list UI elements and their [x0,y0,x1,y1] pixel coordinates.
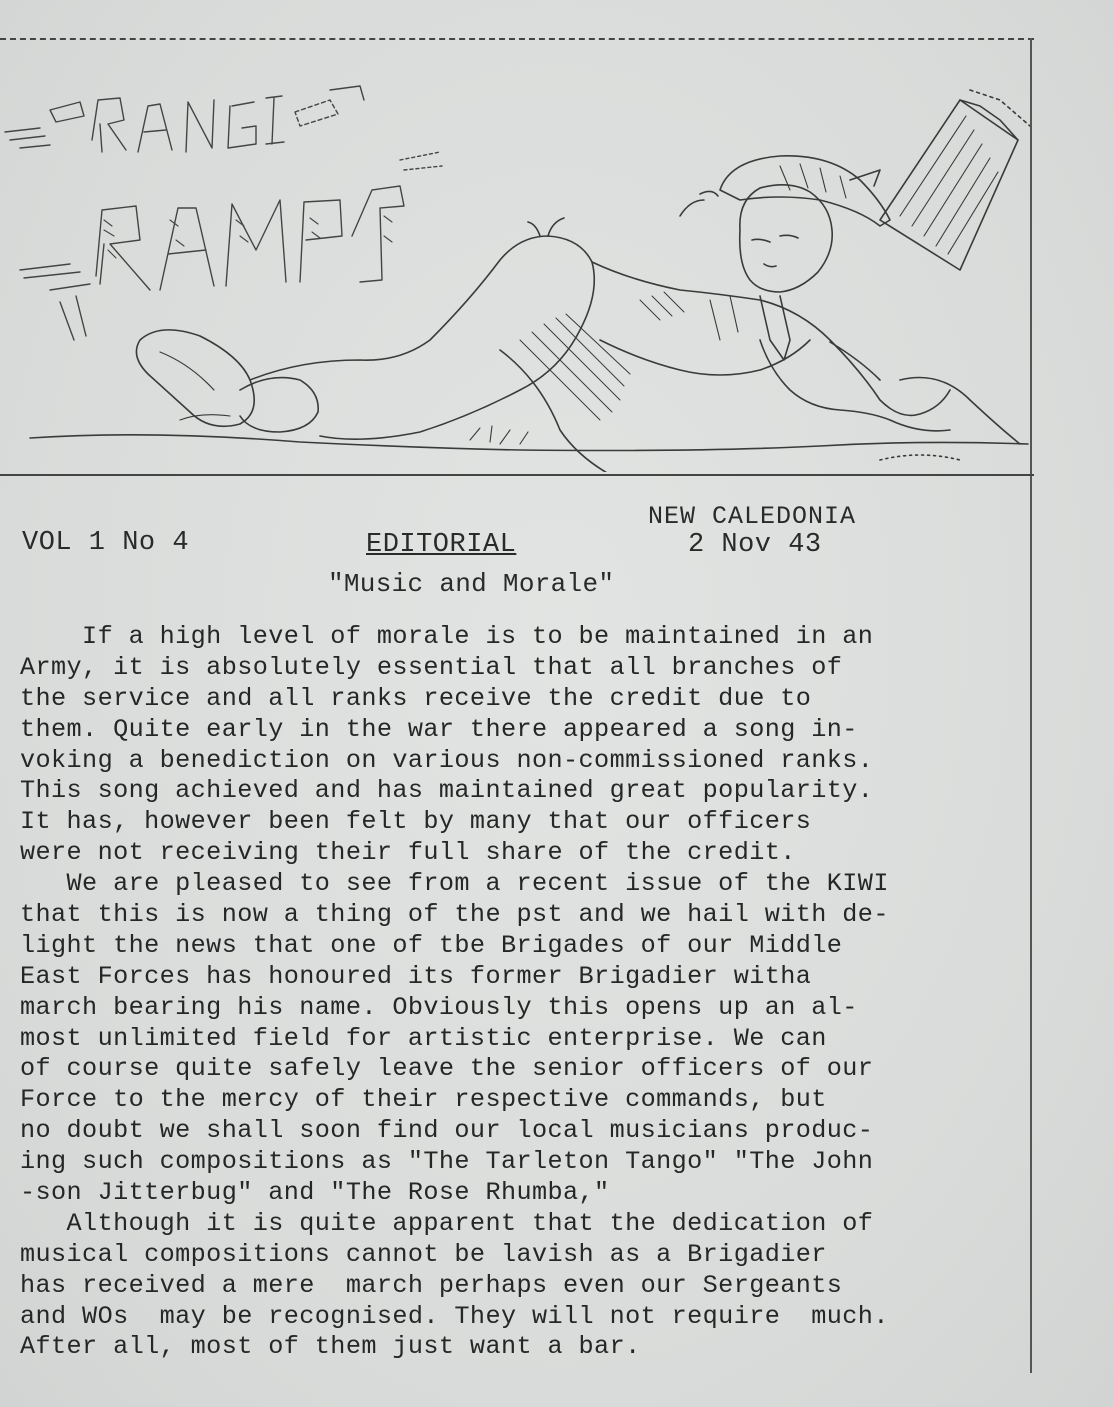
article-line: -son Jitterbug" and "The Rose Rhumba," [20,1178,610,1208]
article-line: the service and all ranks receive the credit due to [20,683,812,713]
masthead-illustration [0,40,1030,472]
volume-number: VOL 1 No 4 [22,528,190,558]
section-heading: EDITORIAL [366,530,517,560]
article-line: most unlimited field for artistic enterprise. We can [20,1023,827,1053]
article-line: Force to the mercy of their respective commands, but [20,1085,827,1115]
masthead-logo [5,86,442,340]
issue-date: 2 Nov 43 [688,530,822,560]
article-line: that this is now a thing of the pst and we hail with de- [20,900,889,930]
right-border [1030,38,1032,1373]
article-line: march bearing his name. Obviously this opens up an al- [20,992,858,1022]
article-line: has received a mere march perhaps even our Sergeants [20,1270,843,1300]
article-line: and WOs may be recognised. They will not require much. [20,1301,889,1331]
article-line: It has, however been felt by many that our officers [20,807,812,837]
article-line: voking a benediction on various non-commissioned ranks. [20,745,874,775]
article-line: We are pleased to see from a recent issue of the KIWI [20,869,889,899]
location-label: NEW CALEDONIA [648,502,857,531]
article-line: ing such compositions as "The Tarleton Tango" "The John [20,1147,874,1177]
article-line: After all, most of them just want a bar. [20,1332,641,1362]
article-line: Although it is quite apparent that the dedication of [20,1208,874,1238]
article-line: no doubt we shall soon find our local musicians produc- [20,1116,874,1146]
masthead-divider [0,474,1034,476]
article-line: of course quite safely leave the senior officers of our [20,1054,874,1084]
article-line: Army, it is absolutely essential that all branches of [20,652,843,682]
article-body [20,622,1030,1363]
article-line: If a high level of morale is to be maintained in an [20,622,874,651]
article-line: musical compositions cannot be lavish as a Brigadier [20,1239,827,1269]
article-line: were not receiving their full share of the credit. [20,838,796,868]
article-title: "Music and Morale" [328,569,615,599]
article-line: This song achieved and has maintained great popularity. [20,776,874,806]
article-line: East Forces has honoured its former Brigadier witha [20,961,812,991]
article-line: them. Quite early in the war there appeared a song in- [20,714,858,744]
article-line: light the news that one of tbe Brigades of our Middle [20,930,843,960]
